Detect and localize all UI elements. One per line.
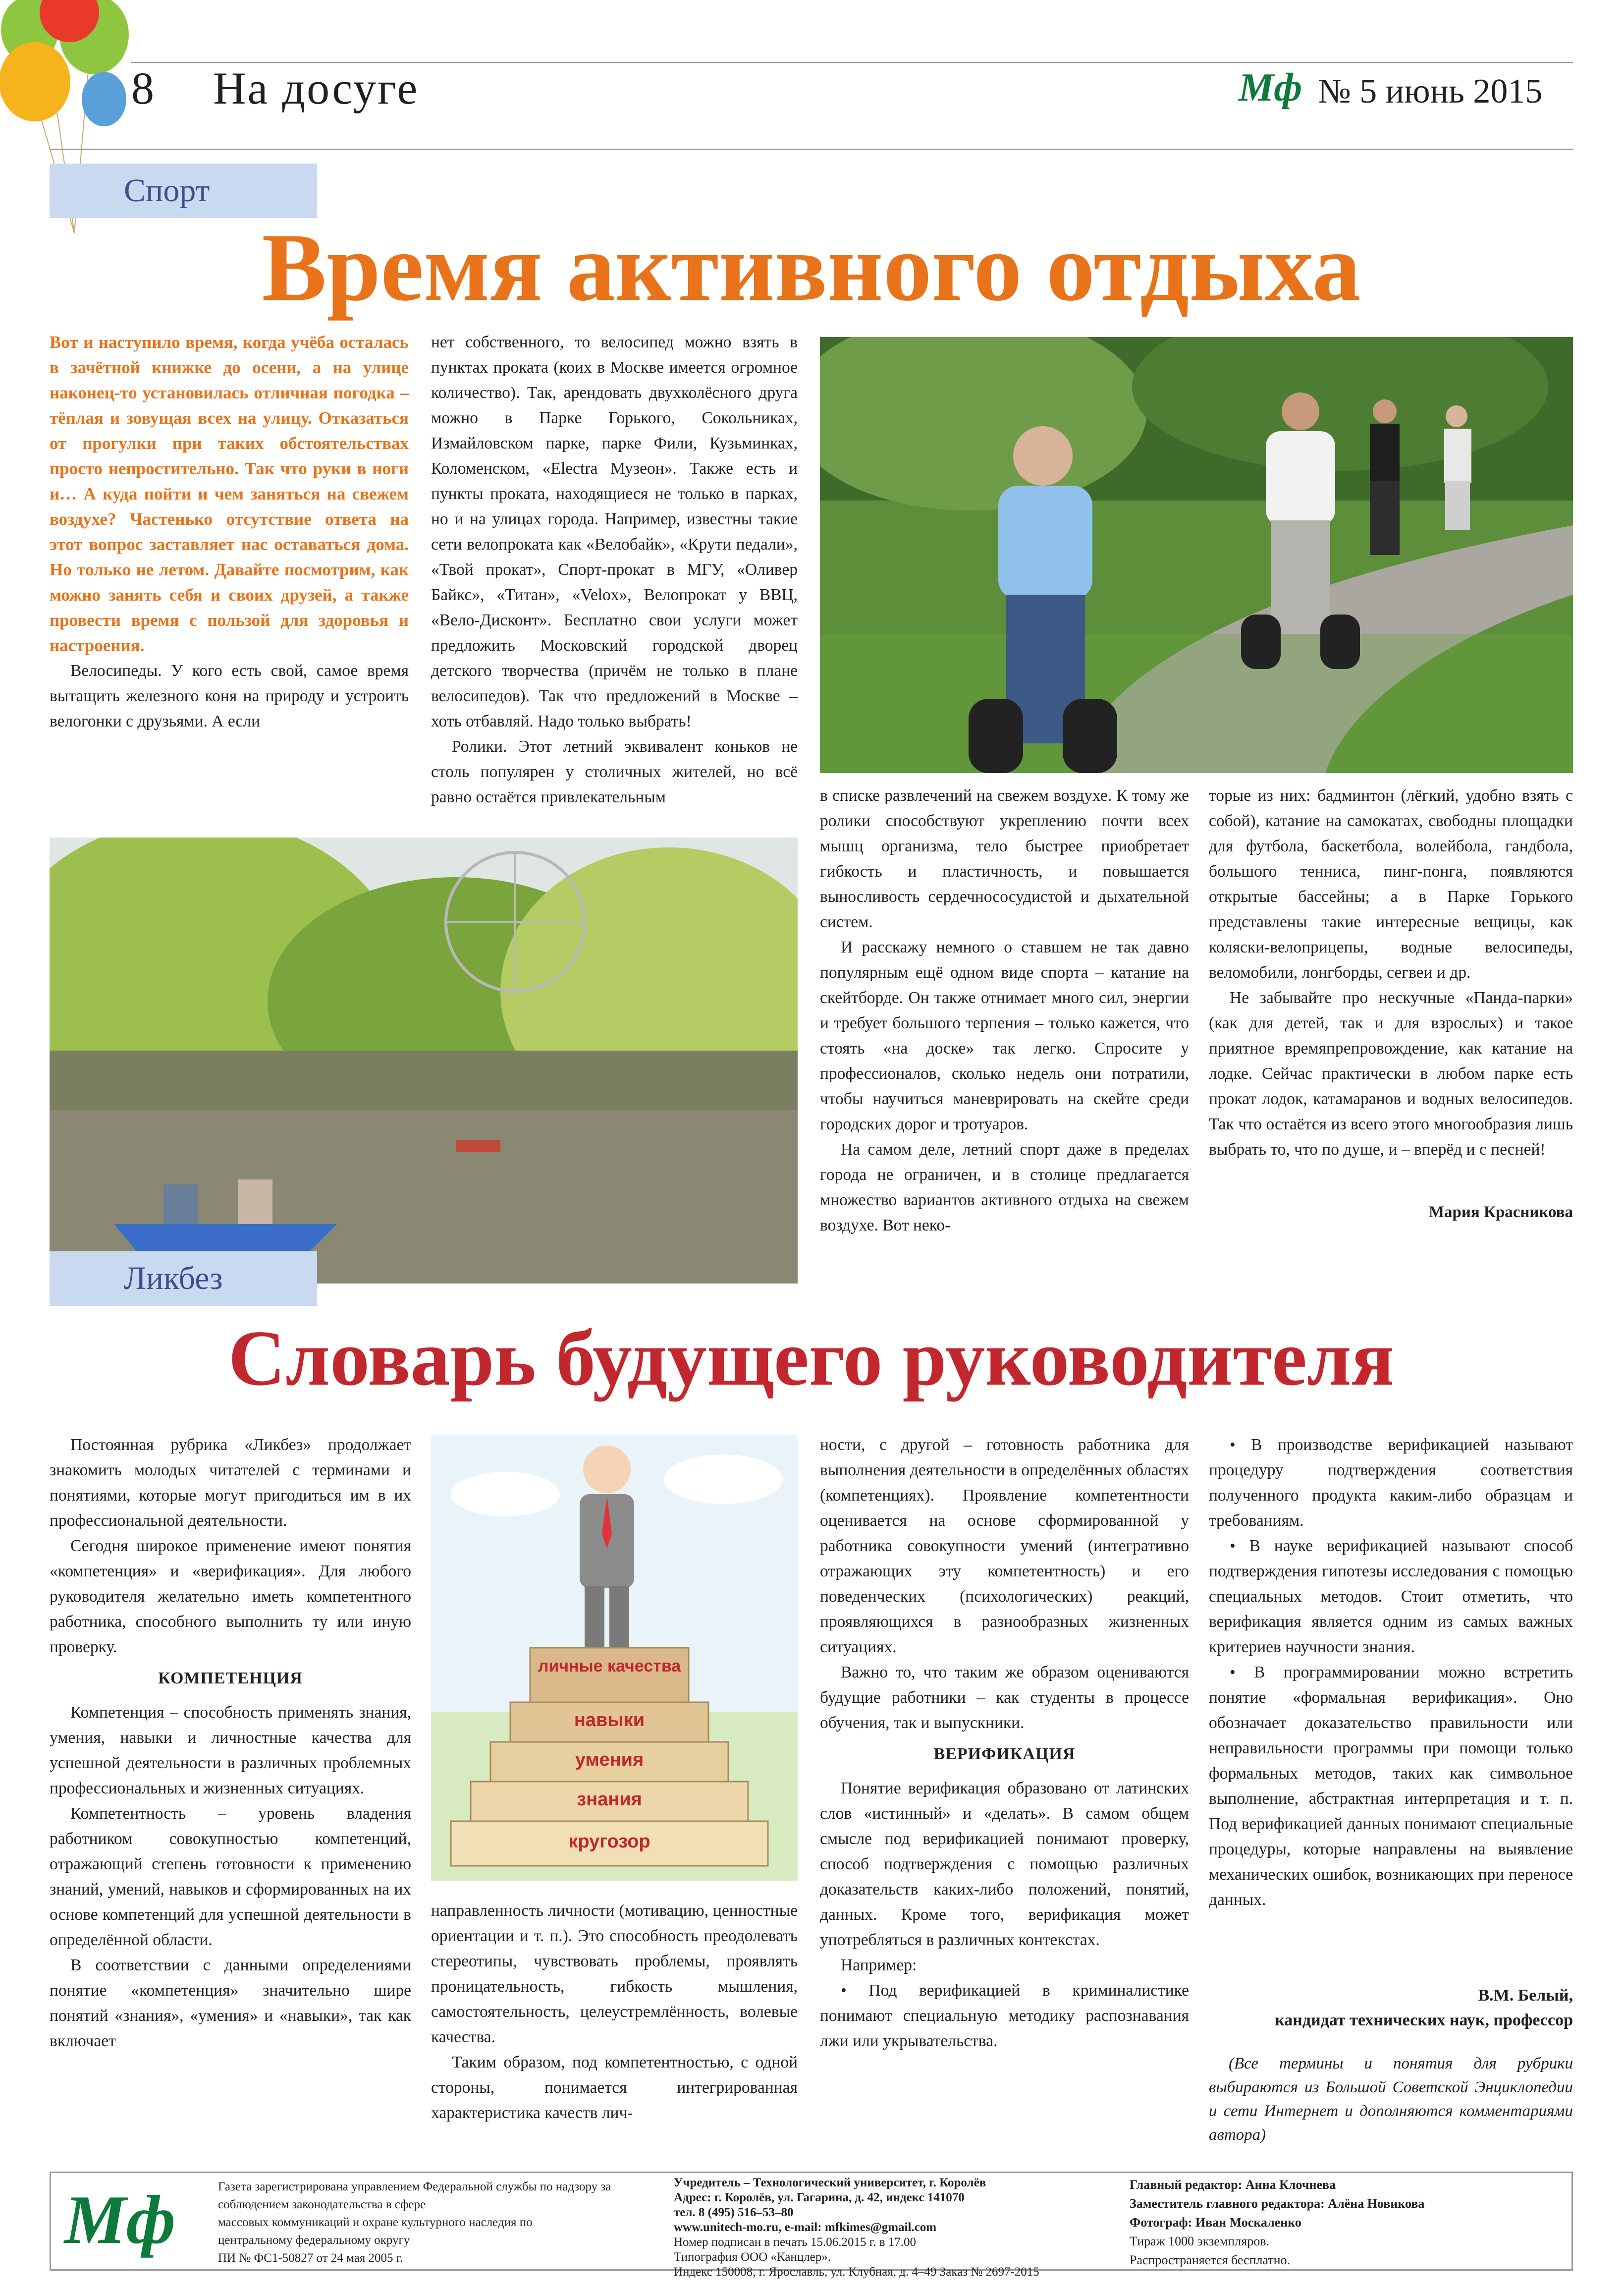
footer-printer-address: Индекс 150008, г. Ярославль, ул. Клубная, д. 4–49 Заказ № 2697-2015	[674, 2265, 1039, 2279]
verification-definition: Понятие верификация образовано от латинских слов «истинный» и «делать». В самом общем смысле под верификацией понимают проверку, способ подтверждения с помощью различных доказательств каких-либо положений, понятий, данных. Кроме того, верификация может употребляться в различных контекстах.	[820, 1779, 1189, 1949]
header-logo: Мф	[1239, 66, 1302, 110]
article1-column3	[820, 783, 1189, 1238]
footer-circulation: Тираж 1000 экземпляров.	[1130, 2234, 1269, 2248]
article1-paragraph-summer: На самом деле, летний спорт даже в пределах города не ограничен, и в столице предлагается множество вариантов активного отдыха на свежем воздухе. Вот неко-	[820, 1140, 1189, 1234]
article1-author: Мария Красникова	[1428, 1203, 1573, 1221]
footer-free: Распространяется бесплатно.	[1130, 2253, 1291, 2267]
competence-definition: Компетенция – способность применять знания, умения, навыки и личностные качества для успешной деятельности в различных проблемных профессиональных и жизненных ситуациях.	[50, 1703, 411, 1797]
footer-reg-line2: массовых коммуникаций и охране культурного наследия по	[218, 2216, 533, 2229]
heading-competence: КОМПЕТЕНЦИЯ	[158, 1669, 303, 1687]
orange-balloon-icon	[0, 42, 70, 121]
article1-paragraph-panda: Не забывайте про нескучные «Панда-парки» (как для детей, так и для взрослых) и такое приятное времяпрепровождение, как катание на лодке. Сейчас практически в любом парке есть прокат лодок, катамаранов и водных велосипедов. Так что остаётся из всего этого многообразия лишь выбрать то, что по душе, и – вперёд и с песней!	[1209, 989, 1573, 1159]
segway-photo	[820, 337, 1573, 773]
competentness-summary: Таким образом, под компетентностью, с одной стороны, понимается интегрированная характеристика качеств лич-	[431, 2053, 798, 2122]
footer-signed: Номер подписан в печать 15.06.2015 г. в 17.00	[674, 2236, 917, 2249]
article2-column1	[50, 1432, 411, 2054]
pyramid-label-personal-qualities: личные качества	[538, 1657, 681, 1676]
header-top-rule	[131, 62, 1573, 63]
footer-reg-line1: Газета зарегистрирована управлением Федеральной службы по надзору за соблюдением законодательства в сфере	[218, 2180, 611, 2211]
article1-lead: Вот и наступило время, когда учёба осталась в зачётной книжке до осени, а на улице наконец-то установилась отличная погодка – тёплая и зовущая всех на улицу. Отказаться от прогулки при таких обстоятельствах просто непростительно. Так что руки в ноги и… А куда пойти и чем заняться на свежем воздухе? Частенько отсутствие ответа на этот вопрос заставляет нас оставаться дома. Но только не летом. Давайте посмотрим, как можно занять себя и своих друзей, а также провести время с пользой для здоровья и настроения.	[50, 333, 409, 655]
competentness-cont: ности, с другой – готовность работника для выполнения деятельности в определённых областях (компетенциях). Проявление компетентности оценивается на основе сформированной у работника совокупности умений (интегративно отражающих эту компетентность) и его поведенческих (психологических) реакций, проявляющихся в разнообразных жизненных ситуациях.	[820, 1436, 1189, 1656]
footer-reg-line4: ПИ № ФС1-50827 от 24 мая 2005 г.	[218, 2251, 403, 2265]
article1-paragraph-rollers-cont: в списке развлечений на свежем воздухе. К тому же ролики способствуют укреплению почти всех мышц организма, тело быстрее приобретает гибкость и пластичность, и повышается выносливость сердечнососудистой и дыхательной систем.	[820, 786, 1189, 931]
footer-registration	[218, 2178, 654, 2267]
verification-production: • В производстве верификацией называют процедуру подтверждения соответствия полученного продукта каким-либо образцам и требованиям.	[1209, 1436, 1573, 1530]
verification-programming: • В программировании можно встретить понятие «формальная верификация». Оно обозначает доказательство правильности или неправильности программы при помощи только формальных методов, таких как символьное выполнение, абстрактная интерпретация и т. п. Под верификацией данных понимают специальные процедуры, которые направлены на выявление механических ошибок, возникающих при переносе данных.	[1209, 1663, 1573, 1909]
footer-founder: Учредитель – Технологический университет, г. Королёв	[674, 2176, 986, 2189]
article1-column1	[50, 330, 409, 734]
footer-photographer: Иван Москаленко	[1195, 2215, 1301, 2230]
article2-author-name: В.М. Белый,	[1478, 1986, 1573, 2005]
graduates-evaluation: Важно то, что таким же образом оцениваются будущие работники – как студенты в процессе обучения, так и выпускники.	[820, 1663, 1189, 1732]
footer-deputy-editor: Алёна Новикова	[1328, 2196, 1425, 2211]
footer-reg-line3: центральному федеральному округу	[218, 2234, 410, 2247]
footer-chief-label: Главный редактор:	[1130, 2178, 1243, 2192]
heading-verification: ВЕРИФИКАЦИЯ	[933, 1745, 1076, 1763]
competentness-definition: Компетентность – уровень владения работником совокупностью компетенций, отражающий степень готовности к применению знаний, умений, навыков и сформированных на их основе компетенций для успешной деятельности в определённой области.	[50, 1804, 411, 1949]
likbez-intro: Постоянная рубрика «Ликбез» продолжает знакомить молодых читателей с терминами и понятиями, которые могут пригодиться им в их профессиональной деятельности.	[50, 1436, 411, 1530]
competence-comparison: В соответствии с данными определениями понятие «компетенция» значительно шире понятий «знания», «умения» и «навыки», так как включает	[50, 1956, 411, 2050]
issue-info: № 5 июнь 2015	[1318, 72, 1543, 111]
pyramid-label-abilities: умения	[575, 1749, 644, 1770]
article1-title: Время активного отдыха	[262, 214, 1361, 321]
article1-paragraph-skate: И расскажу немного о ставшем не так давно популярным ещё одном виде спорта – катание на скейтборде. Он также отнимает много сил, энергии и требует большого терпения – только кажется, что стоять «на доске» так легко. Спросите у профессионалов, сколько недель они потратили, чтобы научиться маневрировать на скейте среди городских дорог и тротуаров.	[820, 938, 1189, 1133]
section-tab-likbez: Ликбез	[50, 1251, 317, 1306]
footer-photographer-label: Фотограф:	[1130, 2215, 1192, 2230]
section-tab-sport: Спорт	[50, 164, 317, 218]
footer-phone: тел. 8 (495) 516–53–80	[674, 2206, 794, 2219]
article1-paragraph-rental: нет собственного, то велосипед можно взять в пунктах проката (коих в Москве имеется огромное количество). Так, арендовать двухколёсного друга можно в Парке Горького, Сокольниках, Измайловском парке, парке Фили, Кузьминках, Коломенском, «Electra Музеон». Также есть и пункты проката, находящиеся не только в парках, но и на улицах города. Например, известны такие сети велопроката как «Велобайк», «Крути педали», «Твой прокат», Спорт-прокат в МГУ, «Оливер Байкс», «Титан», «Velox», Велопрокат у ВВЦ, «Вело-Дисконт». Бесплатно свои услуги может предложить Московский городской дворец детского творчества (причём не только в плане велосипедов). Так что предложений в Москве – хоть отбавляй. Надо только выбрать!	[431, 333, 798, 730]
page-number: 8	[131, 63, 154, 113]
blue-balloon-icon	[82, 72, 126, 126]
pyramid-label-skills: навыки	[574, 1710, 645, 1731]
lake-photo	[50, 838, 798, 1284]
article1-paragraph-bikes: Велосипеды. У кого есть свой, самое время вытащить железного коня на природу и устроить велогонки с друзьями. А если	[50, 662, 409, 730]
competence-cont: направленность личности (мотивацию, ценностные ориентации и т. п.). Это способность преодолевать стереотипы, чувствовать проблемы, проявлять проницательность, гибкость мышления, самостоятельность, целеустремлённость, волевые качества.	[431, 1901, 798, 2046]
likbez-intro-2: Сегодня широкое применение имеют понятия «компетенция» и «верификация». Для любого руководителя желательно иметь компетентного работника, способного выполнить ту или иную проверку.	[50, 1537, 411, 1656]
article1-paragraph-rollers: Ролики. Этот летний эквивалент коньков не столь популярен у столичных жителей, но всё равно остаётся привлекательным	[431, 737, 798, 806]
footer-address: Адрес: г. Королёв, ул. Гагарина, д. 42, индекс 141070	[674, 2191, 965, 2204]
footer-editors	[1130, 2176, 1566, 2270]
verification-example-intro: Например:	[841, 1956, 917, 1974]
footer-web[interactable]: www.unitech-mo.ru, e-mail: mfkimes@gmail.com	[674, 2221, 937, 2234]
verification-criminalistics: • Под верификацией в криминалистике понимают специальную методику распознавания лжи или укрывательства.	[820, 1981, 1189, 2050]
header-section-title: На досуге	[213, 63, 419, 113]
footer-printer: Типография ООО «Канцлер».	[674, 2250, 831, 2264]
article2-column3	[820, 1432, 1189, 2054]
pyramid-label-outlook: кругозор	[568, 1831, 650, 1852]
footer-deputy-label: Заместитель главного редактора:	[1130, 2196, 1325, 2211]
footer-logo: Мф	[64, 2181, 176, 2258]
article1-paragraph-list: торые из них: бадминтон (лёгкий, удобно взять с собой), катание на самокатах, свободны площадки для футбола, баскетбола, волейбола, гандбола, большого тенниса, пинг-понга, появляются открытые бассейны; а в Парке Горького представлены такие интересные вещицы, как коляски-велоприцепы, водные велосипеды, веломобили, лонгборды, сегвеи и др.	[1209, 786, 1573, 982]
article2-note: (Все термины и понятия для рубрики выбираются из Большой Советской Энциклопедии и сети Интернет и дополняются комментариями автора)	[1209, 2055, 1573, 2144]
header-bottom-rule	[50, 149, 1573, 150]
article1-column2	[431, 330, 798, 810]
article2-title: Словарь будущего руководителя	[228, 1314, 1395, 1402]
pyramid-illustration	[431, 1435, 798, 1881]
article2-column2	[431, 1898, 798, 2125]
pyramid-label-knowledge: знания	[577, 1789, 642, 1810]
article2-column4	[1209, 1432, 1573, 1912]
article1-column4	[1209, 783, 1573, 1162]
footer-chief-editor: Анна Клочнева	[1245, 2178, 1336, 2192]
verification-science: • В науке верификацией называют способ подтверждения гипотезы исследования с помощью специальных методов. Стоит отметить, что верификация является одним из самых важных критериев научности знания.	[1209, 1537, 1573, 1656]
footer-publisher	[674, 2176, 1120, 2280]
article2-author-title: кандидат технических наук, профессор	[1275, 2011, 1573, 2029]
